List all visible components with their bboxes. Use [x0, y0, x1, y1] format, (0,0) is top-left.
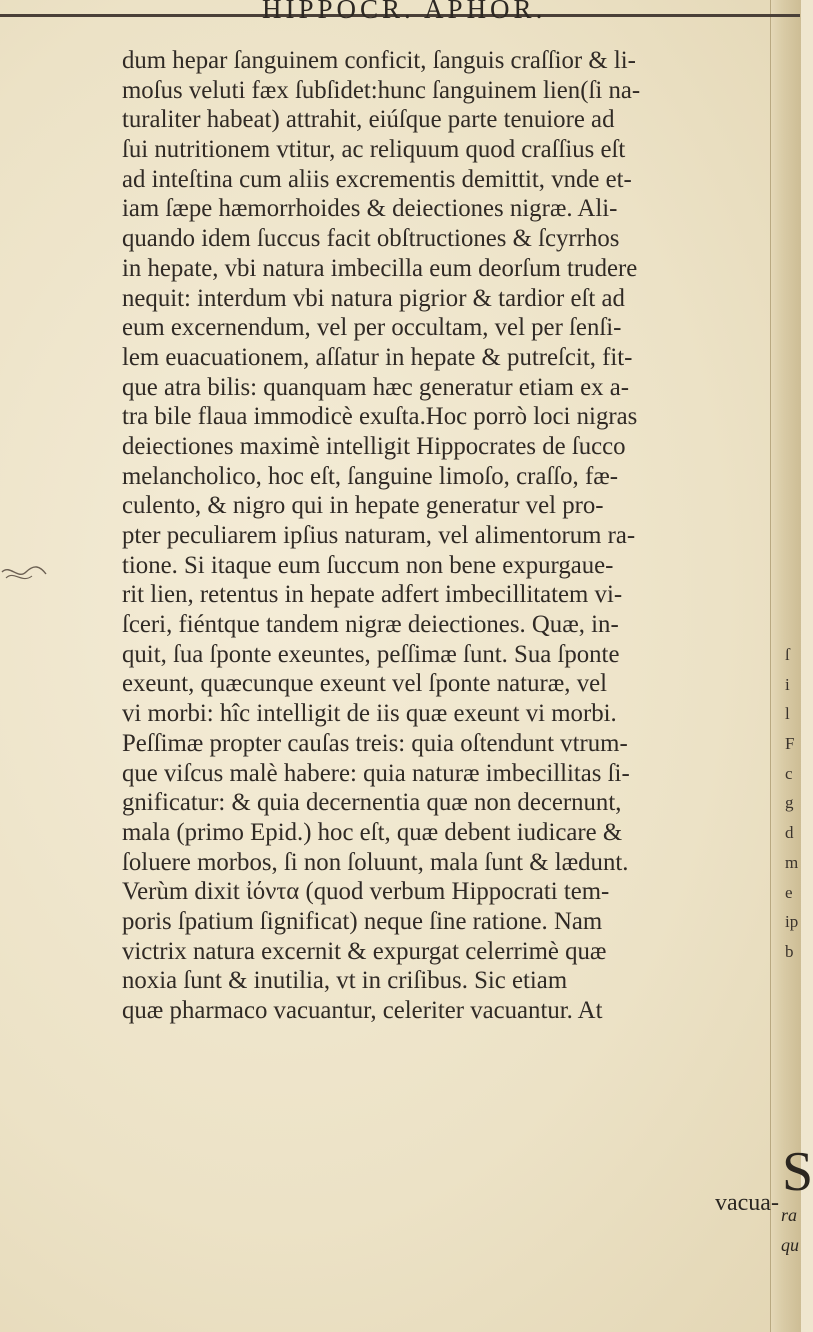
text-line: que viſcus malè habere: quia naturæ imbecillitas ſi- — [122, 759, 630, 787]
catchword: vacua- — [715, 1190, 779, 1216]
facing-page-fragment: c — [785, 763, 793, 783]
text-line: pter peculiarem ipſius naturam, vel alimentorum ra- — [122, 522, 636, 549]
text-line: deiectiones maximè intelligit Hippocrates de ſucco — [122, 432, 626, 460]
text-line: ſui nutritionem vtitur, ac reliquum quod craſſius eſt — [122, 136, 626, 164]
facing-page-fragment: e — [785, 882, 793, 902]
facing-page-fragment: qu — [781, 1235, 799, 1255]
text-line: dum hepar ſanguinem conficit, ſanguis craſſior & li- — [122, 47, 636, 74]
text-line: quit, ſua ſponte exeuntes, peſſimæ ſunt. Sua ſponte — [122, 640, 620, 668]
facing-page-fragment: l — [785, 704, 790, 724]
text-line: Peſſimæ propter cauſas treis: quia oſtendunt vtrum- — [122, 729, 628, 757]
text-line: noxia ſunt & inutilia, vt in criſibus. Sic etiam — [122, 967, 568, 995]
text-line: culento, & nigro qui in hepate generatur vel pro- — [122, 492, 604, 520]
text-line: quando idem ſuccus facit obſtructiones & ſcyrrhos — [122, 225, 620, 253]
text-line: Verùm dixit ἰόντα (quod verbum Hippocrati tem- — [122, 878, 610, 906]
facing-page-fragment: m — [785, 852, 799, 872]
text-line: victrix natura excernit & expurgat celerrimè quæ — [122, 937, 607, 965]
text-line: ſoluere morbos, ſi non ſoluunt, mala ſunt & lædunt. — [122, 848, 629, 876]
facing-page-fragment: ſ — [785, 645, 790, 664]
text-line: lem euacuationem, aſſatur in hepate & putreſcit, fit- — [122, 343, 633, 371]
ink-flourish-mark — [0, 560, 50, 590]
text-line: tione. Si itaque eum ſuccum non bene expurgaue- — [122, 551, 614, 579]
text-line: rit lien, retentus in hepate adfert imbecillitatem vi- — [122, 581, 623, 609]
text-line: iam ſæpe hæmorrhoides & deiectiones nigræ. Ali- — [122, 195, 618, 223]
facing-page-fragment: b — [785, 941, 794, 961]
facing-page-fragment: ip — [785, 912, 799, 932]
text-line: ſceri, fiéntque tandem nigræ deiectiones. Quæ, in- — [122, 611, 619, 639]
facing-page-fragment: i — [785, 674, 790, 694]
text-line: vi morbi: hîc intelligit de iis quæ exeunt vi morbi. — [122, 700, 617, 728]
text-line: mala (primo Epid.) hoc eſt, quæ debent iudicare & — [122, 818, 623, 846]
facing-page-initial: S — [782, 1141, 813, 1203]
facing-page-margin-text — [785, 640, 801, 967]
text-line: melancholico, hoc eſt, ſanguine limoſo, craſſo, fæ- — [122, 462, 619, 490]
facing-page-fragment: ra — [781, 1205, 798, 1225]
facing-page-fragment: F — [785, 734, 795, 754]
text-line: poris ſpatium ſignificat) neque ſine ratione. Nam — [122, 907, 603, 935]
text-line: quæ pharmaco vacuantur, celeriter vacuantur. At — [122, 997, 603, 1024]
text-line: que atra bilis: quanquam hæc generatur etiam ex a- — [122, 373, 629, 401]
text-line: moſus veluti fæx ſubſidet:hunc ſanguinem lien(ſi na- — [122, 76, 641, 104]
text-line: turaliter habeat) attrahit, eiúſque parte tenuiore ad — [122, 106, 615, 134]
text-line: gnificatur: & quia decernentia quæ non decernunt, — [122, 789, 622, 817]
text-line: ad inteſtina cum aliis excrementis demittit, vnde et- — [122, 165, 632, 193]
text-line: tra bile flaua immodicè exuſta.Hoc porrò loci nigras — [122, 403, 638, 431]
running-head: HIPPOCR. APHOR. — [262, 0, 547, 24]
text-line: nequit: interdum vbi natura pigrior & tardior eſt ad — [122, 284, 625, 312]
facing-page-fragment: d — [785, 823, 794, 843]
facing-page-fragment: g — [785, 793, 794, 813]
text-line: in hepate, vbi natura imbecilla eum deorſum trudere — [122, 254, 638, 282]
text-line: exeunt, quæcunque exeunt vel ſponte naturæ, vel — [122, 670, 608, 698]
body-text — [122, 46, 772, 1026]
text-line: eum excernendum, vel per occultam, vel per ſenſi- — [122, 314, 622, 342]
